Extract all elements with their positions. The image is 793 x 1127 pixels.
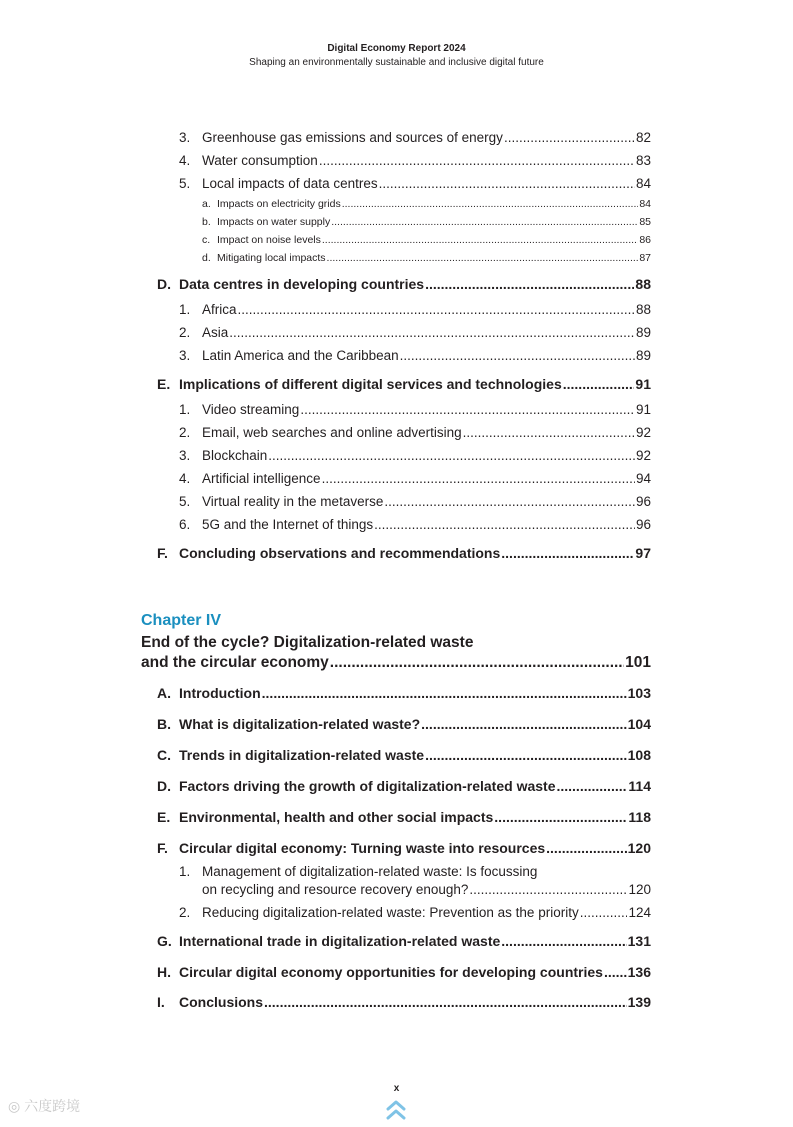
toc-label: Video streaming xyxy=(202,402,300,417)
toc-label: Latin America and the Caribbean xyxy=(202,348,399,363)
toc-entry[interactable] xyxy=(179,425,651,440)
report-title: Digital Economy Report 2024 xyxy=(327,43,466,54)
toc-page-number: 118 xyxy=(628,809,651,825)
toc-page-number: 97 xyxy=(635,545,651,561)
toc-label: Factors driving the growth of digitalization-related waste xyxy=(179,778,556,794)
toc-number: E. xyxy=(157,376,171,392)
toc-leader-dots xyxy=(300,402,635,417)
toc-section[interactable] xyxy=(157,933,651,949)
toc-label: Greenhouse gas emissions and sources of energy xyxy=(202,130,503,145)
toc-leader-dots xyxy=(374,517,635,532)
toc-page-number: 96 xyxy=(635,517,651,532)
toc-page-number: 108 xyxy=(627,747,651,763)
toc-entry[interactable] xyxy=(179,471,651,486)
toc-number: A. xyxy=(157,685,171,701)
toc-leader-dots xyxy=(556,778,627,794)
toc-number: H. xyxy=(157,964,171,980)
toc-number: B. xyxy=(157,716,171,732)
toc-number: 2. xyxy=(179,905,191,920)
chapter-page-number: 101 xyxy=(625,654,651,671)
toc-label: Impact on noise levels xyxy=(217,234,321,246)
toc-label: Impacts on water supply xyxy=(217,216,331,228)
toc-leader-dots xyxy=(322,234,638,246)
chapter-title[interactable]: End of the cycle? Digitalization-related waste xyxy=(141,634,474,651)
watermark xyxy=(8,1096,80,1116)
toc-label-cont: on recycling and resource recovery enough? xyxy=(202,882,469,897)
toc-number: D. xyxy=(157,276,171,292)
toc-leader-dots xyxy=(494,809,627,825)
toc-entry[interactable] xyxy=(179,130,651,145)
toc-leader-dots xyxy=(421,716,626,732)
chapter-title-cont: and the circular economy xyxy=(141,654,329,671)
toc-label: Reducing digitalization-related waste: Prevention as the priority xyxy=(202,905,579,920)
toc-label: Artificial intelligence xyxy=(202,471,321,486)
toc-number: b. xyxy=(202,216,211,228)
toc-label: Introduction xyxy=(179,685,261,701)
toc-page-number: 82 xyxy=(635,130,651,145)
toc-section[interactable] xyxy=(157,994,651,1010)
chapter-label: Chapter IV xyxy=(141,612,222,629)
toc-section[interactable] xyxy=(157,778,651,794)
toc-label: Concluding observations and recommendations xyxy=(179,545,501,561)
toc-page-number: 87 xyxy=(639,252,651,264)
page-header xyxy=(0,42,793,70)
toc-label: Implications of different digital services and technologies xyxy=(179,376,562,392)
toc-leader-dots xyxy=(264,994,627,1010)
toc-number: 5. xyxy=(179,176,191,191)
toc-leader-dots xyxy=(504,130,635,145)
toc-section[interactable] xyxy=(157,840,651,856)
toc-entry[interactable] xyxy=(179,517,651,532)
toc-number: 1. xyxy=(179,402,191,417)
watermark-text: 六度跨境 xyxy=(24,1098,81,1114)
toc-leader-dots xyxy=(262,685,627,701)
report-subtitle: Shaping an environmentally sustainable and inclusive digital future xyxy=(249,57,544,68)
toc-page-number: 131 xyxy=(627,933,651,949)
toc-leader-dots xyxy=(327,252,639,264)
toc-page-number: 91 xyxy=(635,376,651,392)
toc-leader-dots xyxy=(501,545,634,561)
chapter-title-line[interactable] xyxy=(141,654,651,672)
toc-leader-dots xyxy=(342,198,639,210)
toc-number: E. xyxy=(157,809,171,825)
toc-page-number: 92 xyxy=(635,425,651,440)
toc-label: Mitigating local impacts xyxy=(217,252,326,264)
toc-entry[interactable] xyxy=(179,176,651,191)
toc-label: Water consumption xyxy=(202,153,318,168)
toc-section[interactable] xyxy=(157,964,651,980)
toc-label: Data centres in developing countries xyxy=(179,276,425,292)
toc-number: 1. xyxy=(179,302,191,317)
toc-page-number: 88 xyxy=(635,302,651,317)
toc-leader-dots xyxy=(604,964,627,980)
toc-leader-dots xyxy=(580,905,628,920)
toc-leader-dots xyxy=(384,494,635,509)
toc-entry[interactable] xyxy=(179,494,651,509)
watermark-logo-icon: ◎ xyxy=(8,1098,21,1114)
toc-number: 3. xyxy=(179,130,191,145)
toc-number: 4. xyxy=(179,471,191,486)
toc-number: C. xyxy=(157,747,171,763)
toc-leader-dots xyxy=(501,933,626,949)
toc-number: 2. xyxy=(179,325,191,340)
toc-entry[interactable] xyxy=(179,302,651,317)
toc-page-number: 89 xyxy=(635,325,651,340)
toc-number: D. xyxy=(157,778,171,794)
toc-page-number: 89 xyxy=(635,348,651,363)
toc-page-number: 84 xyxy=(639,198,651,210)
toc-number: G. xyxy=(157,933,172,949)
toc-leader-dots xyxy=(563,376,635,392)
toc-label: Email, web searches and online advertising xyxy=(202,425,462,440)
toc-entry[interactable] xyxy=(179,402,651,417)
toc-page-number: 92 xyxy=(635,448,651,463)
toc-number: c. xyxy=(202,234,211,246)
toc-number: 1. xyxy=(179,864,191,879)
toc-number: d. xyxy=(202,252,211,264)
toc-label: Circular digital economy: Turning waste into resources xyxy=(179,840,546,856)
toc-subentry[interactable] xyxy=(202,252,651,264)
toc-number: F. xyxy=(157,545,168,561)
toc-subentry[interactable] xyxy=(202,198,651,210)
toc-section[interactable] xyxy=(157,809,651,825)
toc-page-number: 88 xyxy=(635,276,651,292)
toc-label: Virtual reality in the metaverse xyxy=(202,494,384,509)
toc-number: F. xyxy=(157,840,168,856)
toc-leader-dots xyxy=(330,654,624,672)
toc-entry[interactable] xyxy=(179,348,651,363)
toc-page-number: 104 xyxy=(627,716,651,732)
toc-leader-dots xyxy=(469,882,627,897)
toc-entry-continued[interactable] xyxy=(202,882,651,897)
toc-leader-dots xyxy=(425,276,634,292)
toc-number: 3. xyxy=(179,448,191,463)
scroll-up-icon[interactable] xyxy=(385,1098,407,1127)
toc-page-number: 124 xyxy=(628,905,651,920)
toc-label: Blockchain xyxy=(202,448,268,463)
toc-section[interactable] xyxy=(157,685,651,701)
toc-page-number: 84 xyxy=(635,176,651,191)
toc-page-number: 103 xyxy=(627,685,651,701)
toc-leader-dots xyxy=(319,153,635,168)
toc-subentry[interactable] xyxy=(202,216,651,228)
toc-leader-dots xyxy=(322,471,635,486)
toc-label: Management of digitalization-related waste: Is focussing xyxy=(202,864,538,879)
toc-page-number: 94 xyxy=(635,471,651,486)
toc-entry[interactable] xyxy=(179,325,651,340)
toc-entry[interactable] xyxy=(179,864,651,879)
toc-label: Environmental, health and other social impacts xyxy=(179,809,494,825)
toc-leader-dots xyxy=(331,216,638,228)
toc-leader-dots xyxy=(268,448,635,463)
toc-label: Local impacts of data centres xyxy=(202,176,378,191)
toc-entry[interactable] xyxy=(179,153,651,168)
toc-section[interactable] xyxy=(157,376,651,392)
toc-label: Africa xyxy=(202,302,237,317)
toc-number: I. xyxy=(157,994,165,1010)
toc-section[interactable] xyxy=(157,545,651,561)
toc-section[interactable] xyxy=(157,716,651,732)
toc-page-number: 136 xyxy=(627,964,651,980)
toc-page-number: 114 xyxy=(628,778,651,794)
toc-section[interactable] xyxy=(157,747,651,763)
toc-number: 2. xyxy=(179,425,191,440)
toc-label: Circular digital economy opportunities for developing countries xyxy=(179,964,603,980)
toc-leader-dots xyxy=(400,348,635,363)
toc-page-number: 120 xyxy=(628,882,651,897)
toc-leader-dots xyxy=(379,176,635,191)
toc-leader-dots xyxy=(238,302,635,317)
toc-label: Impacts on electricity grids xyxy=(217,198,341,210)
toc-page-number: 139 xyxy=(627,994,651,1010)
toc-page-number: 91 xyxy=(635,402,651,417)
toc-number: 3. xyxy=(179,348,191,363)
toc-page-number: 86 xyxy=(639,234,651,246)
toc-number: 4. xyxy=(179,153,191,168)
toc-label: Conclusions xyxy=(179,994,264,1010)
toc-label: What is digitalization-related waste? xyxy=(179,716,421,732)
toc-entry[interactable] xyxy=(179,448,651,463)
toc-label: Trends in digitalization-related waste xyxy=(179,747,425,763)
page-number: x xyxy=(393,1083,400,1094)
toc-leader-dots xyxy=(425,747,627,763)
toc-entry[interactable] xyxy=(179,905,651,920)
toc-label: 5G and the Internet of things xyxy=(202,517,374,532)
toc-page-number: 120 xyxy=(627,840,651,856)
toc-label: International trade in digitalization-related waste xyxy=(179,933,501,949)
toc-leader-dots xyxy=(229,325,635,340)
toc-page-number: 83 xyxy=(635,153,651,168)
toc-section[interactable] xyxy=(157,276,651,292)
toc-page-number: 96 xyxy=(635,494,651,509)
toc-number: 6. xyxy=(179,517,191,532)
toc-leader-dots xyxy=(546,840,626,856)
toc-label: Asia xyxy=(202,325,229,340)
toc-number: 5. xyxy=(179,494,191,509)
toc-page-number: 85 xyxy=(639,216,651,228)
toc-number: a. xyxy=(202,198,211,210)
toc-leader-dots xyxy=(463,425,635,440)
toc-subentry[interactable] xyxy=(202,234,651,246)
